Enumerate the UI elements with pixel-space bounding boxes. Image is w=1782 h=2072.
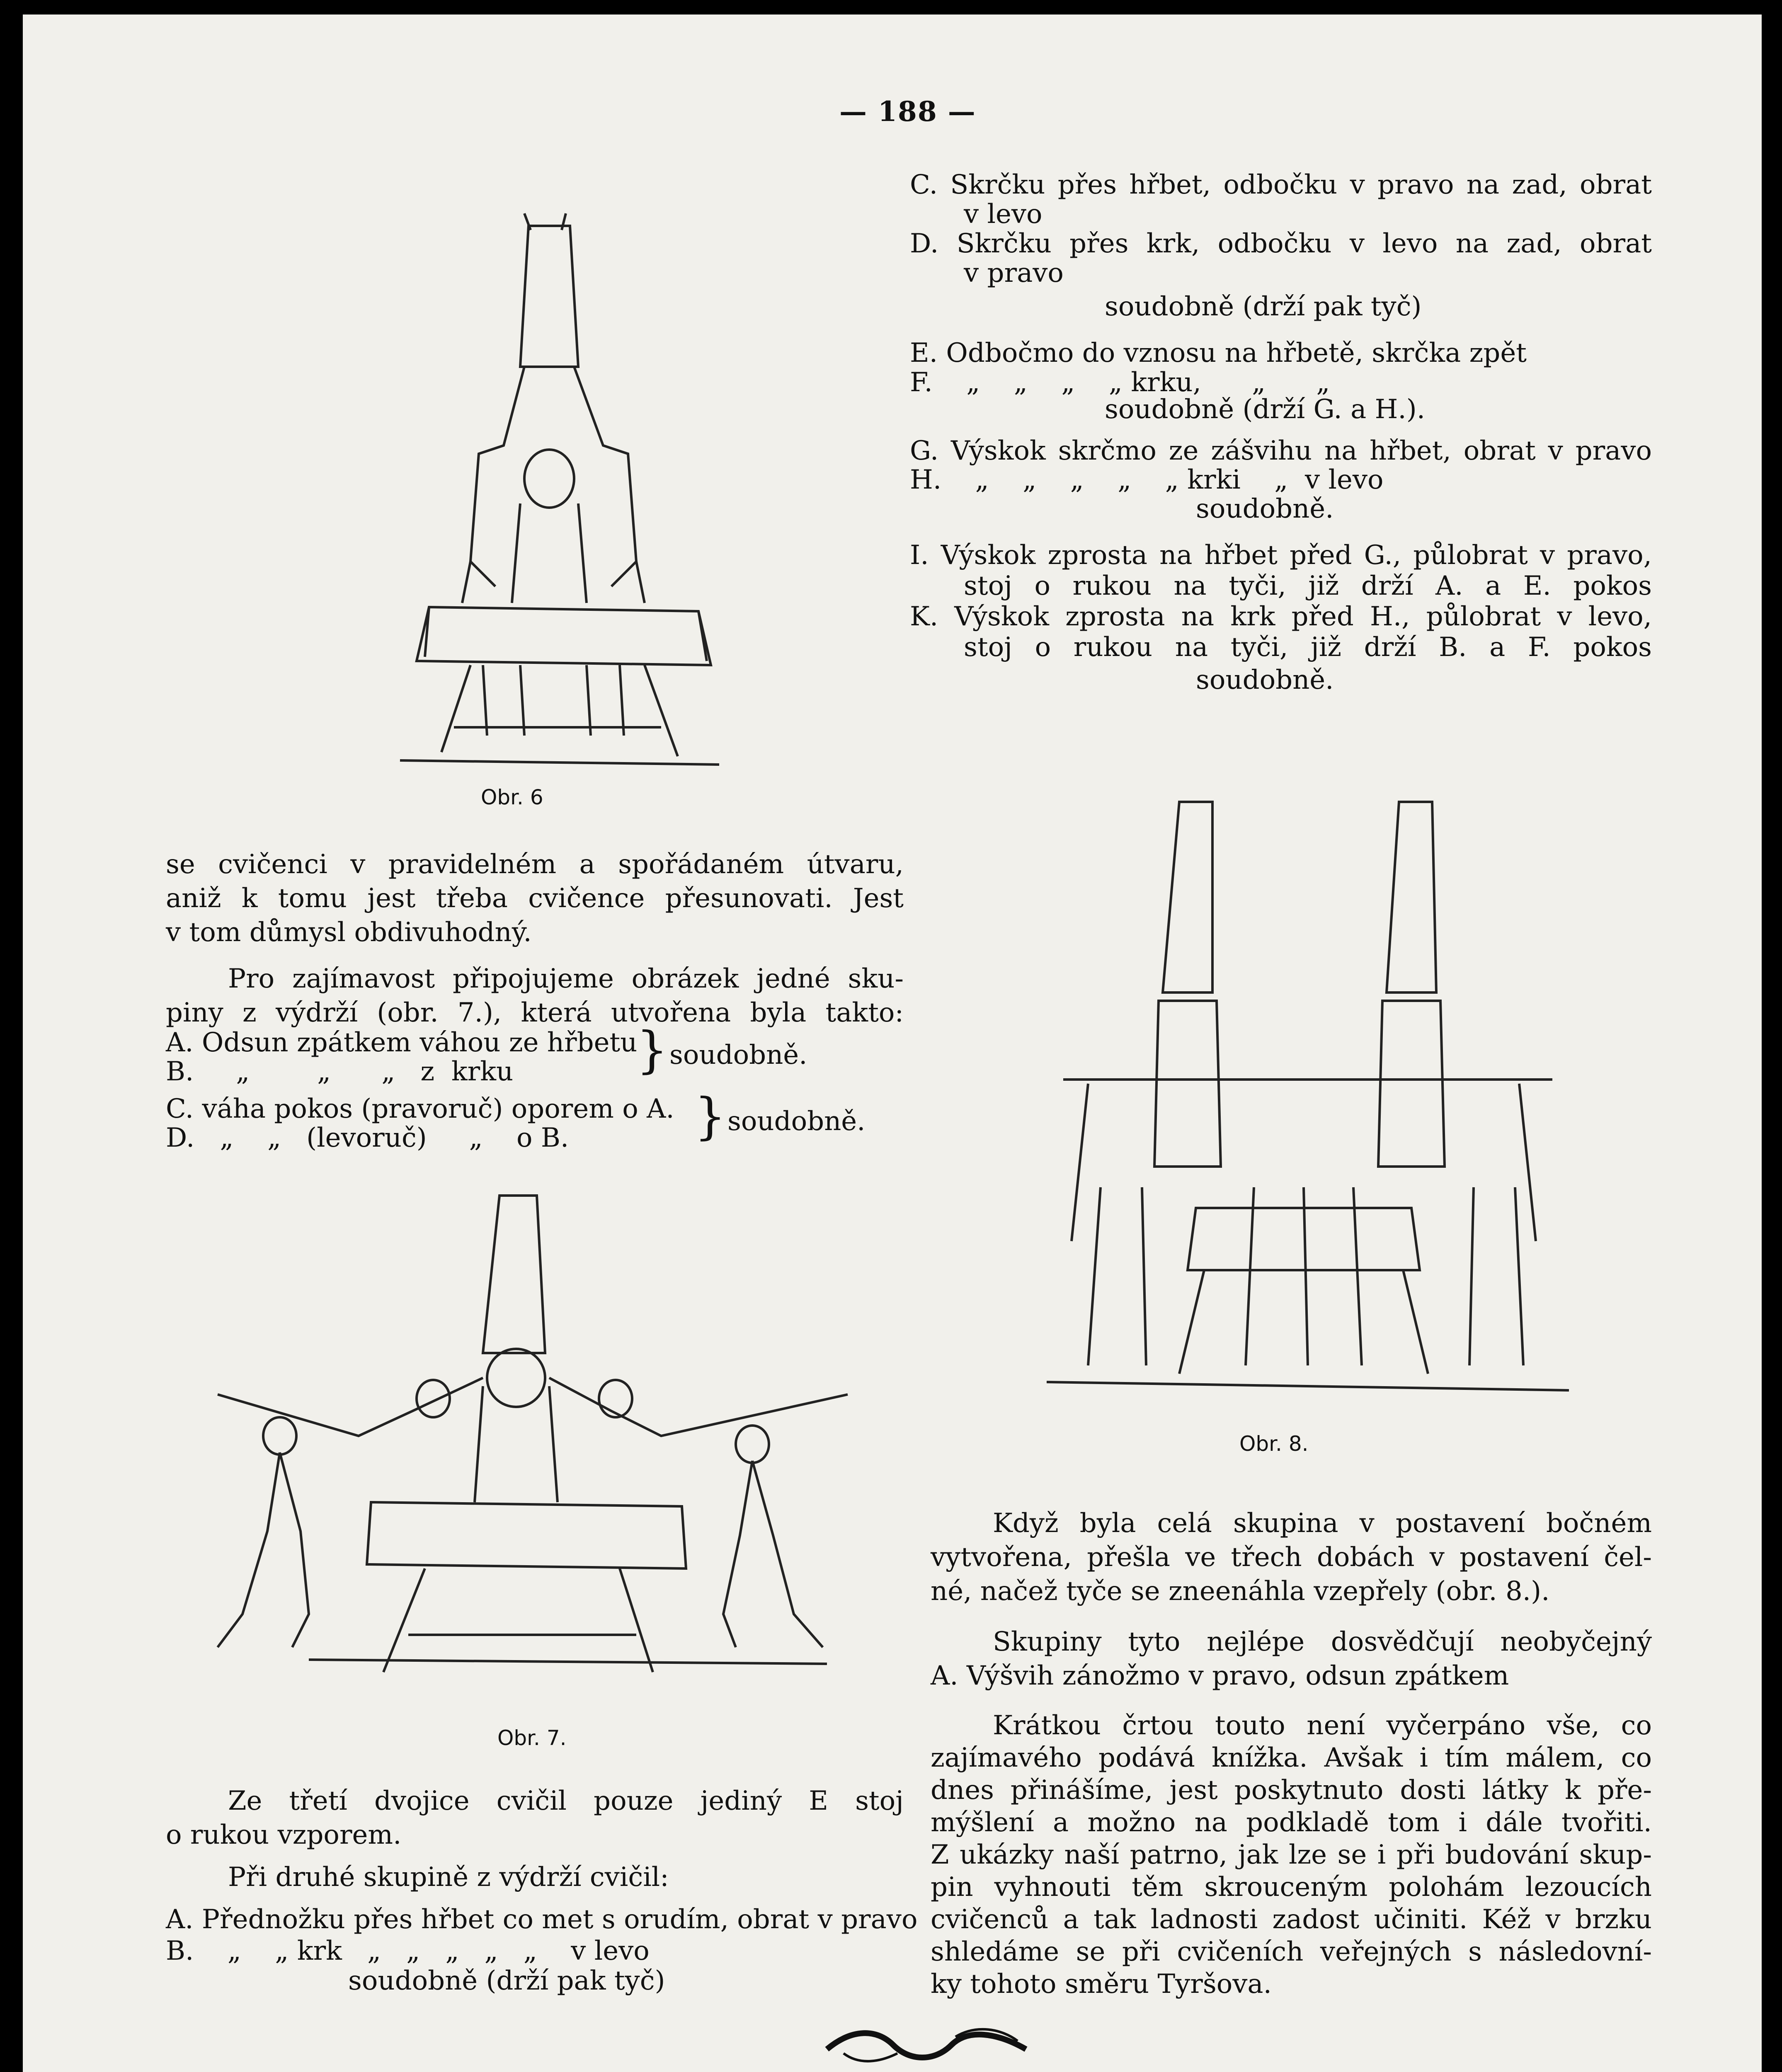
- text-line: I. Výskok zprosta na hřbet před G., půlobrat v pravo,: [910, 540, 1652, 571]
- text-line: pin vyhnouti těm skrouceným polohám lezoucích: [931, 1872, 1652, 1903]
- text-line: se cvičenci v pravidelném a spořádaném útvaru,: [166, 849, 904, 880]
- text-line: shledáme se při cvičeních veřejných s následovní-: [931, 1936, 1652, 1967]
- text-line: Ze třetí dvojice cvičil pouze jediný E stoj: [228, 1786, 904, 1816]
- text-line: v tom důmysl obdivuhodný.: [166, 917, 532, 948]
- text-line: stoj o rukou na tyči, již drží A. a E. pokos: [964, 571, 1652, 601]
- text-line: Skupiny tyto nejlépe dosvědčují neobyčejný: [993, 1627, 1652, 1657]
- text-line: v pravo: [964, 258, 1064, 288]
- text-line: dnes přinášíme, jest poskytnuto dosti látky k pře-: [931, 1775, 1652, 1806]
- figure-6-illustration: [346, 189, 761, 785]
- text-line: soudobně.: [1196, 665, 1334, 695]
- text-line: vytvořena, přešla ve třech dobách v postavení čel-: [931, 1542, 1652, 1573]
- text-line: H. „ „ „ „ „ krki „ v levo: [910, 465, 1384, 495]
- text-line: F. „ „ „ „ krku, „ „: [910, 367, 1330, 398]
- figure-8-drawing: [1038, 794, 1577, 1440]
- left-column-upper: [166, 847, 904, 1030]
- exercise-C: C. váha pokos (pravoruč) oporem o A.: [166, 1094, 674, 1124]
- exercise-D: D. „ „ (levoruč) „ o B.: [166, 1123, 569, 1153]
- figure-6-caption: Obr. 6: [481, 785, 543, 809]
- ornament-flourish-icon: [819, 2020, 1034, 2070]
- figure-7-illustration: [184, 1179, 873, 1693]
- text-line: G. Výskok skrčmo ze zášvihu na hřbet, obrat v pravo: [910, 436, 1652, 466]
- figure-8-caption: Obr. 8.: [1239, 1432, 1309, 1456]
- text-line: soudobně (drží pak tyč): [348, 1965, 665, 1996]
- text-line: E. Odbočmo do vznosu na hřbetě, skrčka zpět: [910, 338, 1527, 368]
- text-line: Když byla celá skupina v postavení bočném: [993, 1508, 1652, 1539]
- text-line: o rukou vzporem.: [166, 1820, 402, 1850]
- text-line: soudobně (drží pak tyč): [1105, 291, 1422, 322]
- text-line: B. „ „ krk „ „ „ „ „ v levo: [166, 1936, 650, 1966]
- figure-8-illustration: [1038, 794, 1577, 1440]
- figure-7-caption: Obr. 7.: [497, 1726, 567, 1750]
- figure-6-drawing: [346, 189, 761, 785]
- exercise-A: A. Odsun zpátkem váhou ze hřbetu: [166, 1027, 638, 1058]
- text-line: Krátkou črtou touto není vyčerpáno vše, co: [993, 1710, 1652, 1741]
- page-number: — 188 —: [839, 95, 976, 128]
- brace: }: [694, 1088, 726, 1145]
- right-column-top: [910, 168, 1652, 697]
- text-line: A. Přednožku přes hřbet co met s orudím, obrat v pravo: [166, 1904, 918, 1935]
- figure-7-drawing: [184, 1179, 873, 1693]
- left-column-lower: [166, 1784, 918, 1996]
- text-line: aniž k tomu jest třeba cvičence přesunovati. Jest: [166, 883, 904, 914]
- text-line: stoj o rukou na tyči, již drží B. a F. pokos: [964, 632, 1652, 663]
- ornament-divider: [819, 2020, 1034, 2070]
- text-line: cvičenců a tak ladnosti zadost učiniti. Kéž v brzku: [931, 1904, 1652, 1935]
- text-line: zajímavého podává knížka. Avšak i tím málem, co: [931, 1743, 1652, 1773]
- brace: }: [636, 1021, 668, 1079]
- text-line: piny z výdrží (obr. 7.), která utvořena byla takto:: [166, 997, 904, 1028]
- text-line: D. Skrčku přes krk, odbočku v levo na zad, obrat: [910, 228, 1652, 259]
- text-line: soudobně.: [1196, 494, 1334, 524]
- text-line: Pro zajímavost připojujeme obrázek jedné sku-: [228, 963, 904, 994]
- text-line: mýšlení a možno na podkladě tom i dále tvořiti.: [931, 1807, 1652, 1838]
- text-line: A. Výšvih zánožmo v pravo, odsun zpátkem: [931, 1661, 1509, 1691]
- text-line: soudobně (drží G. a H.).: [1105, 394, 1426, 425]
- text-line: C. Skrčku přes hřbet, odbočku v pravo na zad, obrat: [910, 169, 1652, 200]
- text-line: K. Výskok zprosta na krk před H., půlobrat v levo,: [910, 601, 1652, 632]
- page: [23, 15, 1762, 2072]
- exercise-CD-note: soudobně.: [727, 1106, 866, 1137]
- text-line: Z ukázky naší patrno, jak lze se i při budování skup-: [931, 1840, 1652, 1870]
- text-line: ky tohoto směru Tyršova.: [931, 1969, 1272, 1999]
- exercise-AB-note: soudobně.: [669, 1040, 807, 1070]
- text-line: Při druhé skupině z výdrží cvičil:: [228, 1862, 669, 1893]
- text-line: v levo: [964, 199, 1043, 230]
- exercise-B: B. „ „ „ z krku: [166, 1056, 514, 1087]
- text-line: né, načež tyče se zneenáhla vzepřely (obr. 8.).: [931, 1576, 1550, 1607]
- right-column-bottom: [931, 1506, 1652, 2000]
